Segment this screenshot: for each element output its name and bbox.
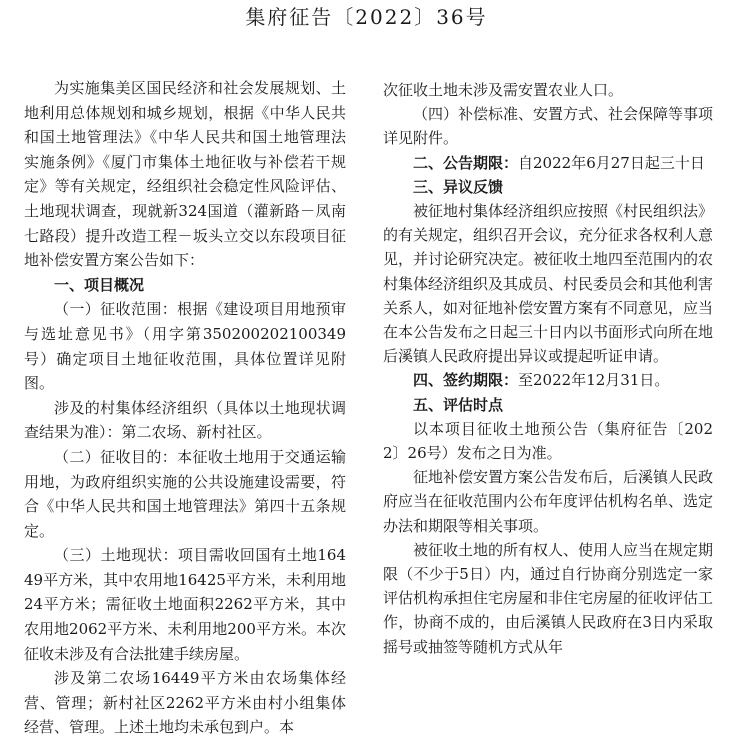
continuation-paragraph: 次征收土地未涉及需安置农业人口。 bbox=[383, 81, 624, 99]
villages-paragraph: 涉及的村集体经济组织（具体以土地现状调查结果为准）：第二农场、新村社区。 bbox=[24, 398, 346, 442]
land-status-paragraph: （三）土地现状：项目需收回国有土地16449平方米，其中农用地16425平方米，未利用地24平方米；需征收土地面积2262平方米，其中农用地2062平方米、未利用地200平方米。本次征收未涉及有合法批建手续房屋。 bbox=[24, 546, 346, 663]
evaluation-date-paragraph: 以本项目征收土地预公告（集府征告〔2022〕26号）发布之日为准。 bbox=[383, 419, 713, 463]
left-column bbox=[24, 76, 346, 740]
right-column bbox=[383, 78, 713, 659]
announcement-period-paragraph bbox=[383, 151, 713, 175]
section-heading-project-overview: 一、项目概况 bbox=[54, 275, 145, 294]
signing-deadline-paragraph bbox=[383, 368, 713, 392]
owners-paragraph: 被征收土地的所有权人、使用人应当在规定期限（不少于5日）内，通过自行协商分别选定一家评估机构承担住宅房屋和非住宅房屋的征收评估工作，协商不成的，由后溪镇人民政府在3日内采取摇号或抽签等随机方式从年 bbox=[383, 540, 714, 656]
intro-paragraph: 为实施集美区国民经济和社会发展规划、土地利用总体规划和城乡规划，根据《中华人民共和国土地管理法》《中华人民共和国土地管理法实施条例》《厦门市集体土地征收与补偿若干规定》等有关规定，经组织社会稳定性风险评估、土地现状调查，现就新324国道（灌新路－凤南七路段）提升改造工程－坂头立交以东段项目征地补偿安置方案公告如下： bbox=[24, 79, 346, 270]
objection-paragraph: 被征地村集体经济组织应按照《村民组织法》的有关规定，组织召开会议，充分征求各权利人意见，并讨论研究决定。被征收土地四至范围内的农村集体经济组织及其成员、村民委员会和其他利害关系人，如对征地补偿安置方案有不同意见，应当在本公告发布之日起三十日内以书面形式向所在地后溪镇人民政府提出异议或提起听证申请。 bbox=[383, 202, 714, 366]
section-heading-evaluation-time: 五、评估时点 bbox=[413, 395, 504, 414]
document-number: 集府征告〔2022〕36号 bbox=[245, 5, 488, 29]
evaluation-org-paragraph: 征地补偿安置方案公告发布后，后溪镇人民政府应当在征收范围内公布年度评估机构名单、选定办法和期限等相关事项。 bbox=[383, 468, 714, 535]
section-heading-announcement-period: 二、公告期限： bbox=[413, 153, 519, 172]
expropriation-range-paragraph: （一）征收范围：根据《建设项目用地预审与选址意见书》（用字第350200202100349号）确定项目土地征收范围，具体位置详见附图。 bbox=[24, 300, 346, 393]
signing-deadline-text: 至2022年12月31日。 bbox=[518, 371, 670, 390]
purpose-paragraph: （二）征收目的：本征收土地用于交通运输用地，为政府组织实施的公共设施建设需要，符合《中华人民共和国土地管理法》第四十五条规定。 bbox=[24, 447, 346, 540]
section-heading-objection: 三、异议反馈 bbox=[413, 177, 504, 196]
section-heading-signing-deadline: 四、签约期限： bbox=[413, 371, 519, 390]
land-management-paragraph: 涉及第二农场16449平方米由农场集体经营、管理；新村社区2262平方米由村小组集体经营、管理。上述土地均未承包到户。本 bbox=[24, 669, 346, 737]
announcement-period-text: 自2022年6月27日起三十日 bbox=[518, 153, 705, 172]
compensation-paragraph: （四）补偿标准、安置方式、社会保障等事项详见附件。 bbox=[383, 105, 714, 148]
